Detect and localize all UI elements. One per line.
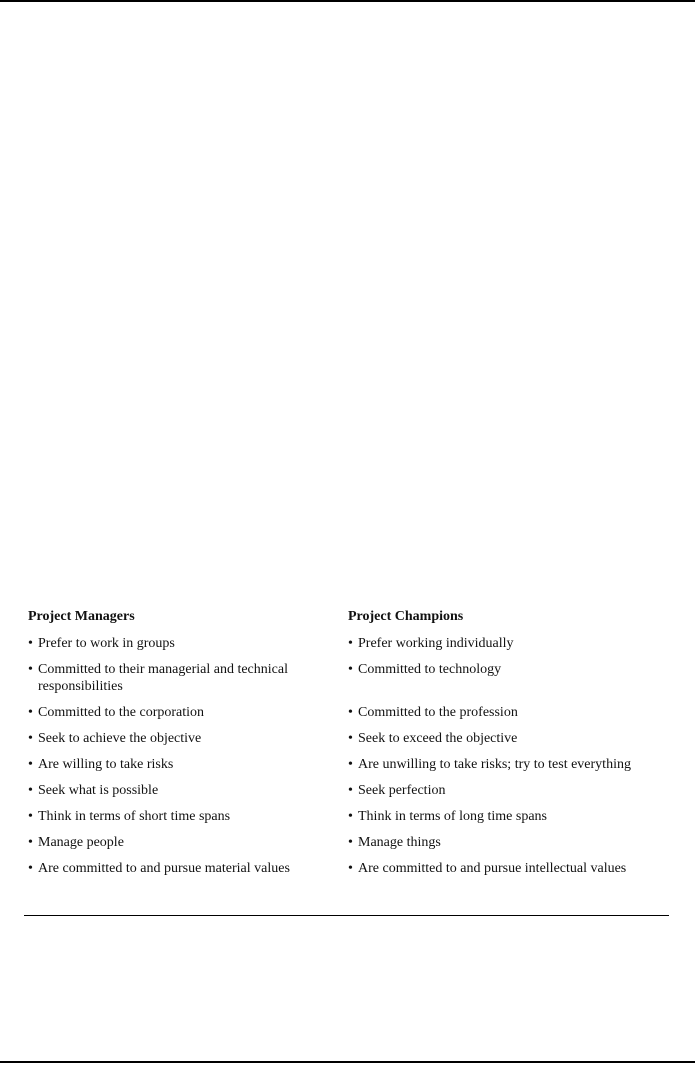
column-header-project-champions: Project Champions	[348, 609, 464, 624]
table-row	[24, 632, 669, 658]
table-cell-manager	[24, 701, 344, 727]
table-row	[24, 727, 669, 753]
cell-text: • Think in terms of long time spans	[348, 808, 665, 825]
table-cell-manager	[24, 805, 344, 831]
cell-text: • Seek perfection	[348, 782, 665, 799]
table-cell-champion	[344, 779, 669, 805]
cell-text: • Prefer working individually	[348, 635, 665, 652]
table-cell-champion	[344, 857, 669, 883]
cell-text: • Manage things	[348, 834, 665, 851]
table-row	[24, 658, 669, 701]
table-cell-champion	[344, 805, 669, 831]
cell-text: • Are willing to take risks	[28, 756, 340, 773]
column-header-project-managers: Project Managers	[28, 609, 135, 624]
cell-text: • Committed to the corporation	[28, 704, 340, 721]
table-cell-manager	[24, 779, 344, 805]
table-bottom-rule	[24, 915, 669, 916]
table-row	[24, 753, 669, 779]
table-cell-champion	[344, 658, 669, 701]
table-cell-manager	[24, 632, 344, 658]
cell-text: • Committed to their managerial and technical responsibilities	[28, 661, 340, 695]
cell-text: • Manage people	[28, 834, 340, 851]
table-row	[24, 831, 669, 857]
table-cell-champion	[344, 753, 669, 779]
cell-text: • Are committed to and pursue intellectual values	[348, 860, 665, 877]
cell-text: • Seek to achieve the objective	[28, 730, 340, 747]
cell-text: • Think in terms of short time spans	[28, 808, 340, 825]
cell-text: • Seek to exceed the objective	[348, 730, 665, 747]
table-cell-manager	[24, 753, 344, 779]
table-cell-champion	[344, 831, 669, 857]
table-row	[24, 857, 669, 883]
cell-text: • Committed to technology	[348, 661, 665, 678]
table-cell-manager	[24, 857, 344, 883]
table-cell-champion	[344, 701, 669, 727]
cell-text: • Are unwilling to take risks; try to test everything	[348, 756, 665, 773]
table-cell-manager	[24, 658, 344, 701]
cell-text: • Prefer to work in groups	[28, 635, 340, 652]
table-cell-champion	[344, 727, 669, 753]
table-row	[24, 805, 669, 831]
table-header-row	[24, 608, 669, 632]
table-row	[24, 779, 669, 805]
table-row	[24, 701, 669, 727]
comparison-table	[24, 608, 669, 883]
cell-text: • Committed to the profession	[348, 704, 665, 721]
page-bottom-rule	[0, 1061, 695, 1063]
table-cell-champion	[344, 632, 669, 658]
cell-text: • Seek what is possible	[28, 782, 340, 799]
table-cell-manager	[24, 831, 344, 857]
cell-text: • Are committed to and pursue material values	[28, 860, 340, 877]
table-cell-manager	[24, 727, 344, 753]
page-top-rule	[0, 0, 695, 2]
